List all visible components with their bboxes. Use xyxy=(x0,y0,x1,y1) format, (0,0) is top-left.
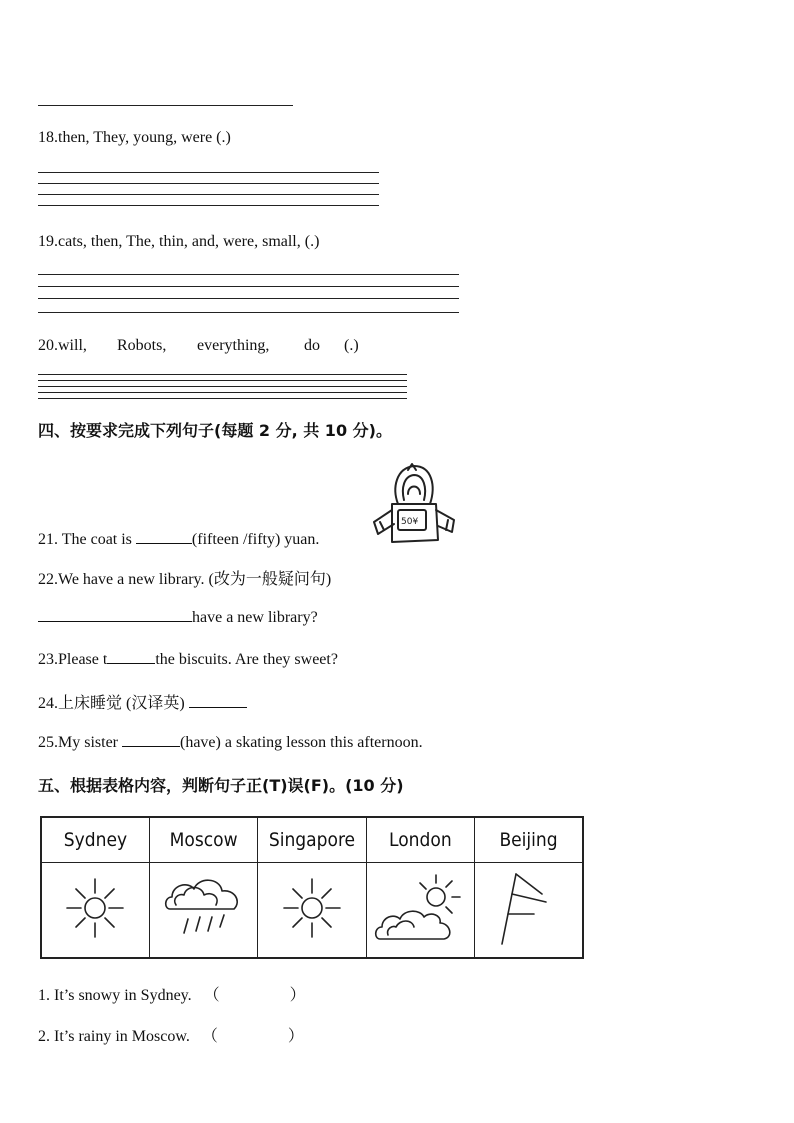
answer-line[interactable] xyxy=(38,380,407,381)
weather-table xyxy=(40,816,584,959)
answer-line[interactable] xyxy=(38,386,407,387)
cloud-sun-icon xyxy=(374,871,466,945)
answer-line[interactable] xyxy=(38,312,459,313)
answer-line[interactable] xyxy=(38,398,407,399)
answer-line[interactable] xyxy=(38,183,379,184)
question-19: 19.cats, then, The, thin, and, were, small, (.) xyxy=(38,233,320,250)
rain-cloud-icon xyxy=(162,871,246,945)
answer-line[interactable] xyxy=(38,392,407,393)
answer-line[interactable] xyxy=(38,374,407,375)
sun-icon xyxy=(282,873,342,943)
city-beijing: Beijing xyxy=(475,817,583,863)
question-18: 18.then, They, young, were (.) xyxy=(38,129,231,146)
fill-blank[interactable] xyxy=(38,607,192,622)
q20-number: 20.will, xyxy=(38,337,87,354)
answer-line[interactable] xyxy=(38,274,459,275)
sun-icon xyxy=(65,873,125,943)
question-24: 24.上床睡觉 (汉译英) xyxy=(38,690,247,713)
answer-line[interactable] xyxy=(38,286,459,287)
fill-blank[interactable] xyxy=(107,649,155,664)
q20-word: (.) xyxy=(344,337,359,354)
city-sydney: Sydney xyxy=(41,817,149,863)
city-london: London xyxy=(366,817,474,863)
answer-line[interactable] xyxy=(38,194,379,195)
question-23: 23.Please t the biscuits. Are they sweet? xyxy=(38,651,338,668)
fill-blank[interactable] xyxy=(122,732,180,747)
section-4-title: 四、按要求完成下列句子(每题 2 分, 共 10 分)。 xyxy=(38,421,392,440)
fill-blank[interactable] xyxy=(189,693,247,708)
q20-word: do xyxy=(304,337,320,354)
question-20 xyxy=(38,337,378,357)
question-25: 25.My sister (have) a skating lesson this afternoon. xyxy=(38,734,423,751)
wind-flag-icon xyxy=(494,868,564,948)
city-moscow: Moscow xyxy=(149,817,257,863)
answer-paren[interactable]: （ ） xyxy=(203,987,306,1004)
question-22: 22.We have a new library. (改为一般疑问句) xyxy=(38,571,332,588)
statement-1: 1. It’s snowy in Sydney. （ ） xyxy=(38,987,306,1004)
coat-icon xyxy=(368,460,460,546)
q20-word: Robots, xyxy=(117,337,167,354)
question-21: 21. The coat is (fifteen /fifty) yuan. xyxy=(38,531,320,548)
answer-line[interactable] xyxy=(38,172,379,173)
answer-line[interactable] xyxy=(38,205,379,206)
section-5-title: 五、根据表格内容，判断句子正(T)误(F)。(10 分) xyxy=(38,776,404,795)
answer-line[interactable] xyxy=(38,105,293,106)
answer-line[interactable] xyxy=(38,298,459,299)
statement-2: 2. It’s rainy in Moscow. （ ） xyxy=(38,1028,304,1045)
q20-word: everything, xyxy=(197,337,270,354)
price-tag: 50¥ xyxy=(401,517,419,527)
answer-paren[interactable]: （ ） xyxy=(201,1028,304,1045)
fill-blank[interactable] xyxy=(136,529,192,544)
city-singapore: Singapore xyxy=(258,817,366,863)
question-22-answer: have a new library? xyxy=(38,607,318,627)
